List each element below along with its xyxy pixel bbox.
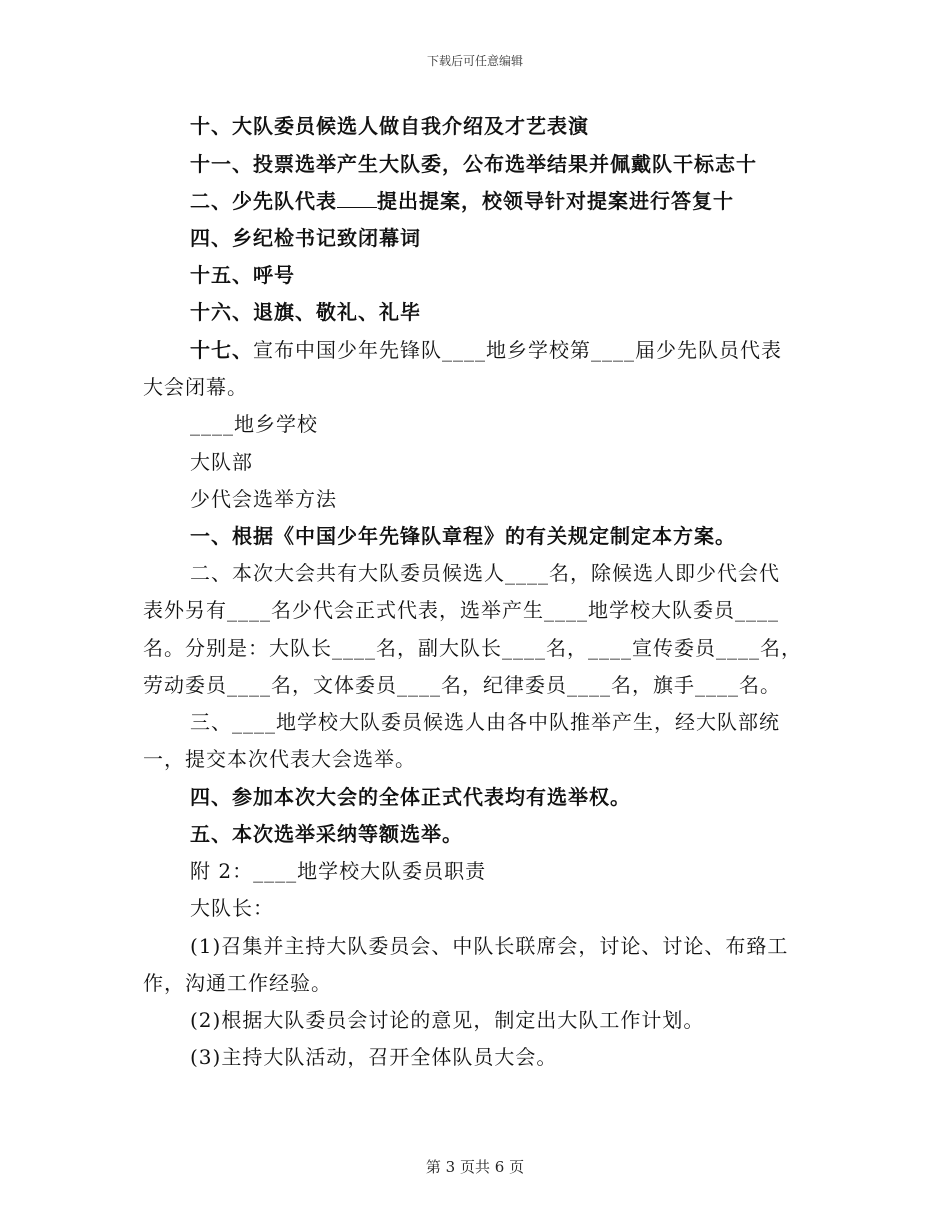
duty-2: (2)根据大队委员会讨论的意见，制定出大队工作计划。 (190, 1008, 705, 1032)
item-12-prefix: 二、少先队代表 (190, 189, 337, 213)
method-1: 一、根据《中国少年先锋队章程》的有关规定制定本方案。 (190, 524, 736, 548)
duty-3: (3)主持大队活动，召开全体队员大会。 (190, 1045, 558, 1069)
department-name: 大队部 (190, 450, 253, 474)
duty-1-line-1: (1)召集并主持大队委员会、中队长联席会，讨论、讨论、布臵工 (190, 934, 789, 958)
item-15: 十五、呼号 (190, 263, 295, 287)
duty-1-line-2: 作，沟通工作经验。 (143, 971, 332, 995)
page-header: 下载后可任意编辑 (426, 54, 523, 68)
method-2-line-2: 表外另有____名少代会正式代表，选举产生____地学校大队委员____ (143, 598, 779, 622)
section-title: 少代会选举方法 (190, 487, 337, 511)
item-12 (190, 189, 734, 213)
method-2-line-4: 劳动委员____名，文体委员____名，纪律委员____名，旗手____名。 (143, 673, 781, 697)
method-3-line-2: 一，提交本次代表大会选举。 (143, 747, 416, 771)
method-2-line-1: 二、本次大会共有大队委员候选人____名，除候选人即少代会代 (190, 561, 780, 585)
blank-underline (337, 189, 377, 208)
appendix-title: 附 2：____地学校大队委员职责 (190, 859, 487, 883)
item-17-rest: 宣布中国少年先锋队____地乡学校第____届少先队员代表 (253, 338, 782, 362)
paragraph-line: 大会闭幕。 (143, 375, 248, 399)
item-12-rest: 提出提案，校领导针对提案进行答复十 (377, 189, 734, 213)
item-11: 十一、投票选举产生大队委，公布选举结果并佩戴队干标志十 (190, 152, 757, 176)
item-16: 十六、退旗、敬礼、礼毕 (190, 300, 421, 324)
school-name: ____地乡学校 (190, 412, 318, 436)
item-14: 四、乡纪检书记致闭幕词 (190, 226, 421, 250)
page-footer: 第 3 页共 6 页 (425, 1158, 525, 1176)
item-10: 十、大队委员候选人做自我介绍及才艺表演 (190, 114, 589, 138)
method-2-line-3: 名。分别是：大队长____名，副大队长____名，____宣传委员____名， (143, 636, 802, 660)
method-5: 五、本次选举采纳等额选举。 (190, 822, 463, 846)
item-17-prefix: 十七、 (190, 338, 253, 362)
method-4: 四、参加本次大会的全体正式代表均有选举权。 (190, 785, 631, 809)
role-title: 大队长： (190, 896, 274, 920)
item-17 (190, 338, 782, 362)
method-3-line-1: 三、____地学校大队委员候选人由各中队推举产生，经大队部统 (190, 710, 780, 734)
